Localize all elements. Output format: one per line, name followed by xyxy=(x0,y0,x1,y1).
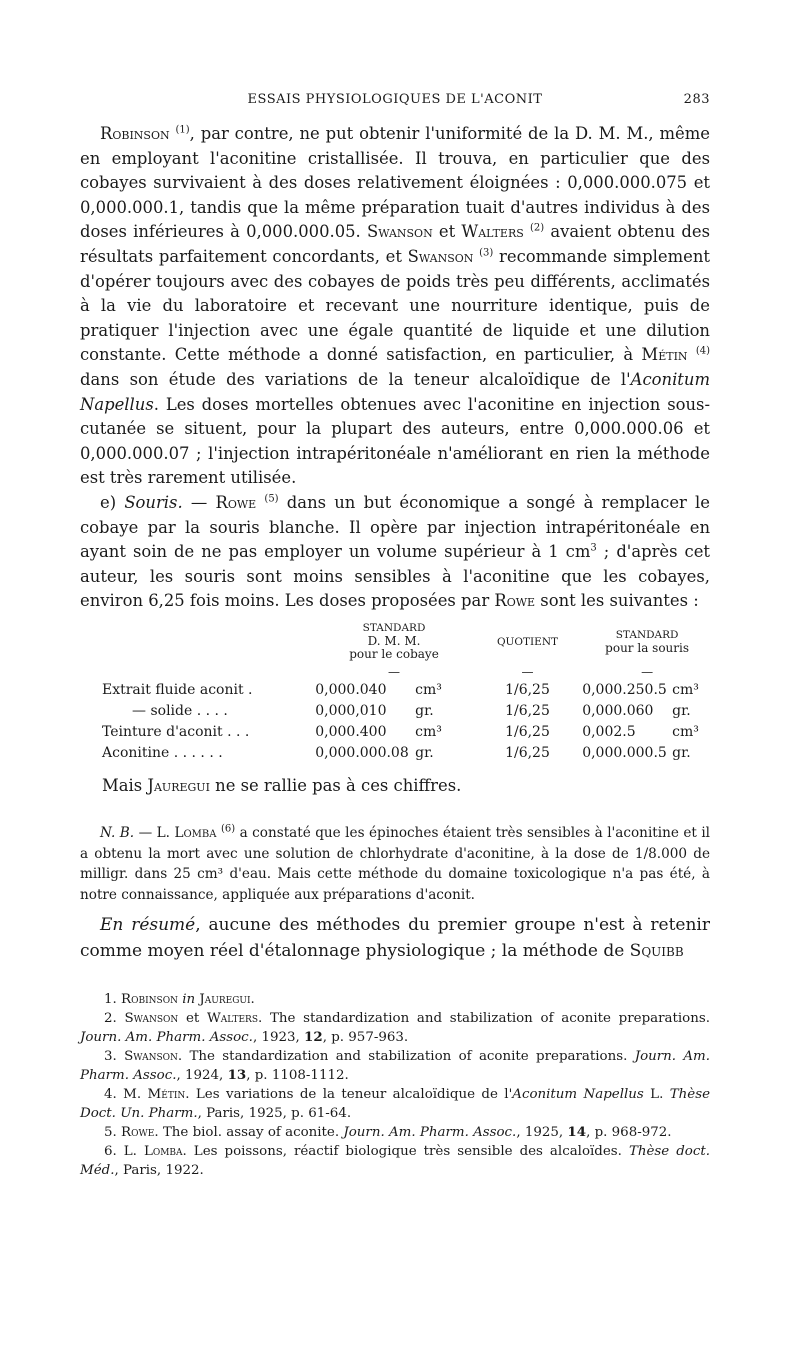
unit: gr. xyxy=(415,744,434,761)
text-run: sont les suivantes : xyxy=(535,591,699,611)
paragraph-robinson xyxy=(80,122,710,491)
text-run: — L. xyxy=(134,825,175,841)
header-empty xyxy=(102,622,315,665)
text-run: et xyxy=(178,1011,207,1026)
volume: 14 xyxy=(567,1124,587,1140)
standard-souris-value: 0,000.060 xyxy=(582,702,654,719)
standard-cobaye-value: 0,000.040 xyxy=(315,681,387,698)
unit: cm³ xyxy=(672,681,699,698)
author-name: Squibb xyxy=(629,941,684,961)
standard-cobaye-value: 0,000.400 xyxy=(315,723,387,740)
header-line: QUOTIENT xyxy=(496,636,559,648)
text-run: , Paris, 1925, p. 61-64. xyxy=(197,1106,352,1121)
section-label: e) xyxy=(100,492,125,512)
author-name: Swanson xyxy=(124,1049,178,1064)
header-line: D. M. M. xyxy=(367,634,421,648)
author-name: Swanson xyxy=(124,1011,179,1026)
unit: gr. xyxy=(672,744,691,761)
row-label: Teinture d'aconit . . . xyxy=(102,723,250,740)
footnote-ref: (2) xyxy=(529,222,545,234)
volume: 13 xyxy=(227,1067,247,1083)
main-text xyxy=(80,122,710,614)
quotient-value: 1/6,25 xyxy=(505,702,550,719)
header-standard-souris xyxy=(582,622,712,665)
exponent: 3 xyxy=(590,542,597,554)
text-run: , p. 968-972. xyxy=(586,1125,672,1140)
footnote-number: 3. xyxy=(104,1049,125,1064)
text-run: , par contre, ne put obtenir l'uniformité de la D. M. M., même en employant l'aconitine cristallisée. Il trouva, en particulier que des cobayes survivaient à des doses relativement éloignées : 0,000.000.075 et 0,000.000.1, tandis que la même préparation tuait d'autres individus à des doses inférieures à 0,000.000.05. xyxy=(80,124,710,242)
text-run: dans un but économique a songé à remplacer le cobaye par la souris blanche. Il opère par injection intrapéritonéale en ayant soin de ne pas employer un volume supérieur à 1 cm xyxy=(80,492,711,562)
text-run: . The biol. assay of aconite. xyxy=(154,1125,344,1140)
running-header xyxy=(80,92,710,112)
text-run: . Les doses mortelles obtenues avec l'aconitine en injection sous-cutanée se situent, pour la plupart des auteurs, entre 0,000.000.06 et 0,000.000.07 ; l'injection intrapéritonéale n'améliorant en rien la méthode est très rarement utilisée. xyxy=(80,394,710,488)
thesis-name: Thèse doct. Méd. xyxy=(80,1144,710,1178)
running-title: ESSAIS PHYSIOLOGIQUES DE L'ACONIT xyxy=(247,92,543,107)
author-name: Métin xyxy=(641,345,688,365)
summary-paragraph xyxy=(80,912,710,964)
text-run: , p. 957-963. xyxy=(322,1030,409,1045)
standard-cobaye-value: 0,000.000.08 xyxy=(315,744,409,761)
footnote-4 xyxy=(80,1085,710,1123)
standard-souris-value: 0,002.5 xyxy=(582,723,636,740)
unit: gr. xyxy=(672,702,691,719)
species-name: Aconitum Napellus xyxy=(80,369,710,414)
journal-name: Journ. Am. Pharm. Assoc. xyxy=(80,1030,253,1045)
header-line: pour le cobaye xyxy=(349,647,439,661)
footnote-number: 6. L. xyxy=(104,1144,144,1159)
author-name: Métin xyxy=(147,1087,186,1102)
text-run: , p. 1108-1112. xyxy=(246,1068,349,1083)
journal-name: Journ. Am. Pharm. Assoc. xyxy=(80,1049,710,1083)
unit: cm³ xyxy=(415,723,442,740)
text-run: . Les variations de la teneur alcaloïdique de l' xyxy=(185,1087,513,1102)
jauregui-remark xyxy=(102,776,712,795)
text-run: ; d'après cet auteur, les souris sont moins sensibles à l'aconitine que les cobayes, environ 6,25 fois moins. Les doses proposées par xyxy=(80,542,710,611)
header-quotient xyxy=(473,622,582,665)
unit: gr. xyxy=(415,702,434,719)
standard-cobaye-value: 0,000,010 xyxy=(315,702,387,719)
footnote-5 xyxy=(80,1123,710,1142)
quotient-value: 1/6,25 xyxy=(505,723,550,740)
footnote-number: 2. xyxy=(104,1011,125,1026)
table-header-row xyxy=(102,622,712,665)
unit: cm³ xyxy=(672,723,699,740)
author-name: Rowe xyxy=(494,591,536,611)
standard-souris-value: 0,000.000.5 xyxy=(582,744,667,761)
text-run: in xyxy=(177,992,200,1007)
author-name: Walters xyxy=(206,1011,258,1026)
row-label: Extrait fluide aconit . xyxy=(102,681,253,698)
text-run: . The standardization and stabilization of aconite preparations. xyxy=(177,1049,635,1064)
author-name: Jauregui xyxy=(199,992,251,1007)
author-name: Rowe xyxy=(121,1125,155,1140)
nota-bene xyxy=(80,823,710,905)
author-name: Jauregui xyxy=(147,776,210,795)
header-standard-cobaye xyxy=(315,622,473,665)
footnote-1 xyxy=(80,990,710,1009)
text-run: . xyxy=(250,992,255,1007)
summary-lead: En résumé xyxy=(100,915,196,935)
section-title: Souris. xyxy=(124,492,183,512)
author-name: Robinson xyxy=(121,992,178,1007)
table-row xyxy=(102,679,712,700)
text-run: , Paris, 1922. xyxy=(114,1163,204,1178)
text-run: , 1925, xyxy=(516,1125,568,1140)
author-name: Walters xyxy=(461,222,524,242)
footnotes xyxy=(80,990,710,1180)
author-name: Robinson xyxy=(100,124,170,143)
footnote-2 xyxy=(80,1009,710,1047)
text-run: Mais xyxy=(102,776,148,795)
author-name: Rowe xyxy=(215,492,257,512)
table-row xyxy=(102,742,712,763)
note-label: N. B. xyxy=(100,825,135,841)
table-row xyxy=(102,700,712,721)
footnote-6 xyxy=(80,1142,710,1180)
author-name: Swanson xyxy=(407,246,474,266)
footnote-ref: (6) xyxy=(220,823,236,835)
standard-souris-value: 0,000.250.5 xyxy=(582,681,667,698)
dash: — xyxy=(521,665,534,679)
dash-empty xyxy=(102,665,315,679)
author-name: Swanson xyxy=(366,222,433,242)
text-run: , 1923, xyxy=(252,1030,305,1045)
quotient-value: 1/6,25 xyxy=(505,744,550,761)
text-run: dans son étude des variations de la teneur alcaloïdique de l' xyxy=(80,369,631,389)
footnote-ref: (1) xyxy=(175,124,190,136)
footnote-number: 1. xyxy=(104,992,122,1007)
text-run: ne se rallie pas à ces chiffres. xyxy=(209,776,462,795)
text-run: , aucune des méthodes du premier groupe n'est à retenir comme moyen réel d'étalonnage physiologique ; la méthode de xyxy=(80,915,710,961)
page-number: 283 xyxy=(683,92,710,107)
dash: — xyxy=(641,665,654,679)
paragraph-resume xyxy=(80,912,710,964)
text-run: et xyxy=(432,222,462,242)
text-run: . Les poissons, réactif biologique très sensible des alcaloïdes. xyxy=(182,1144,629,1159)
footnote-3 xyxy=(80,1047,710,1085)
footnote-number: 5. xyxy=(104,1125,122,1140)
header-line: STANDARD xyxy=(362,622,426,634)
text-run: , 1924, xyxy=(176,1068,228,1083)
volume: 12 xyxy=(304,1029,323,1045)
footnote-ref: (4) xyxy=(695,345,710,357)
footnote-number: 4. M. xyxy=(104,1087,148,1102)
dash: — xyxy=(388,665,400,679)
row-label: Aconitine . . . . . . xyxy=(102,744,223,761)
author-name: Lomba xyxy=(143,1144,183,1159)
text-run: recommande simplement d'opérer toujours avec des cobayes de poids très peu différents, acclimatés à la vie du laboratoire et recevant une nourriture identique, puis de pratiquer l'injection avec une égale quantité de liquide et une dilution constante. Cette méthode a donné satisfaction, en particulier, à xyxy=(80,246,710,365)
paragraph-souris xyxy=(80,491,710,614)
species-name: Aconitum Napellus xyxy=(512,1087,644,1102)
table-row xyxy=(102,721,712,742)
text-run: L. xyxy=(643,1087,670,1102)
doses-table xyxy=(102,622,712,763)
quotient-value: 1/6,25 xyxy=(505,681,550,698)
author-name: Lomba xyxy=(174,825,217,841)
text-run: avaient obtenu des résultats parfaitement concordants, et xyxy=(80,222,710,266)
table-dash-row xyxy=(102,665,712,679)
text-run: . The standardization and stabilization of aconite preparations. xyxy=(258,1011,710,1026)
row-label: — solide . . . . xyxy=(132,702,228,719)
text-run: a constaté que les épinoches étaient très sensibles à l'aconitine et il a obtenu la mort avec une solution de chlorhydrate d'aconitine, à la dose de 1/8.000 de milligr. dans 25 cm³ d'eau. Mais cette méthode du domaine toxicologique n'a pas été, à notre connaissance, appliquée aux préparations d'aconit. xyxy=(80,825,711,903)
journal-name: Journ. Am. Pharm. Assoc. xyxy=(343,1125,517,1140)
text-run: — xyxy=(182,492,216,512)
footnote-ref: (3) xyxy=(479,247,494,259)
footnote-ref: (5) xyxy=(264,493,279,505)
unit: cm³ xyxy=(415,681,442,698)
thesis-name: Thèse Doct. Un. Pharm. xyxy=(80,1087,711,1121)
header-line: STANDARD xyxy=(615,629,679,641)
header-line: pour la souris xyxy=(605,641,690,655)
